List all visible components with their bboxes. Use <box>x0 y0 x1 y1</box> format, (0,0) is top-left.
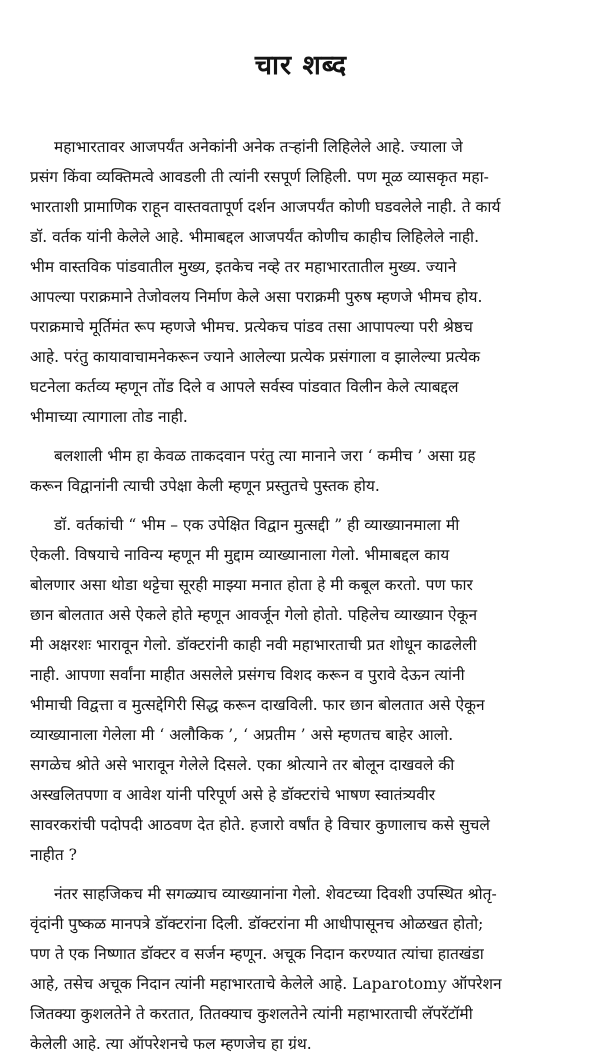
text-line: व्याख्यानाला गेलेला मी ‘ अलौकिक ’, ‘ अप्रतीम ’ असे म्हणतच बाहेर आलो. <box>30 726 454 744</box>
text-line: बोलणार असा थोडा थट्टेचा सूरही माझ्या मनात होता हे मी कबूल करतो. पण फार <box>30 576 473 594</box>
document-body <box>30 132 572 1059</box>
text-line: डॉ. वर्तक यांनी केलेले आहे. भीमाबद्दल आजपर्यंत कोणीच काहीच लिहिलेले नाही. <box>30 228 479 246</box>
text-line: ऐकली. विषयाचे नाविन्य म्हणून मी मुद्दाम व्याख्यानाला गेलो. भीमाबद्दल काय <box>30 546 450 564</box>
text-line: प्रसंग किंवा व्यक्तिमत्वे आवडली ती त्यांनी रसपूर्ण लिहिली. पण मूळ व्यासकृत महा- <box>30 168 489 186</box>
text-line: आपल्या पराक्रमाने तेजोवलय निर्माण केले असा पराक्रमी पुरुष म्हणजे भीमच होय. <box>30 288 483 306</box>
text-line: घटनेला कर्तव्य म्हणून तोंड दिले व आपले सर्वस्व पांडवात विलीन केले त्याबद्दल <box>30 378 459 396</box>
text-line: नाहीत ? <box>30 846 77 864</box>
text-line: अस्खलितपणा व आवेश यांनी परिपूर्ण असे हे डॉक्टरांचे भाषण स्वातंत्र्यवीर <box>30 786 436 804</box>
paragraph <box>30 879 572 1059</box>
text-line: वृंदांनी पुष्कळ मानपत्रे डॉक्टरांना दिली. डॉक्टरांना मी आधीपासूनच ओळखत होतो; <box>30 915 484 933</box>
text-line: केलेली आहे. त्या ऑपरेशनचे फल म्हणजेच हा ग्रंथ. <box>30 1035 312 1053</box>
paragraph <box>30 132 572 432</box>
text-line: करून विद्वानांनी त्याची उपेक्षा केली म्हणून प्रस्तुतचे पुस्तक होय. <box>30 477 380 495</box>
text-line: भीम वास्तविक पांडवातील मुख्य, इतकेच नव्हे तर महाभारतातील मुख्य. ज्याने <box>30 258 457 276</box>
text-line: भीमाची विद्वत्ता व मुत्सद्देगिरी सिद्ध करून दाखविली. फार छान बोलतात असे ऐकून <box>30 696 485 714</box>
text-line: पराक्रमाचे मूर्तिमंत रूप म्हणजे भीमच. प्रत्येकच पांडव तसा आपापल्या परी श्रेष्ठच <box>30 318 473 336</box>
text-line: डॉ. वर्तकांची “ भीम – एक उपेक्षित विद्वान मुत्सद्दी ” ही व्याख्यानमाला मी <box>54 516 460 534</box>
text-line: नंतर साहजिकच मी सगळ्याच व्याख्यानांना गेलो. शेवटच्या दिवशी उपस्थित श्रोतृ- <box>54 885 497 903</box>
text-line: आहे, तसेच अचूक निदान त्यांनी महाभारताचे केलेले आहे. Laparotomy ऑपरेशन <box>30 975 502 993</box>
text-line: सगळेच श्रोते असे भारावून गेलेले दिसले. एका श्रोत्याने तर बोलून दाखवले की <box>30 756 455 774</box>
paragraph <box>30 441 572 501</box>
text-line: भीमाच्या त्यागाला तोड नाही. <box>30 408 188 426</box>
text-line: मी अक्षरशः भारावून गेलो. डॉक्टरांनी काही नवी महाभारताची प्रत शोधून काढलेली <box>30 636 477 654</box>
text-line: सावरकरांची पदोपदी आठवण देत होते. हजारो वर्षांत हे विचार कुणालाच कसे सुचले <box>30 816 490 834</box>
text-line: जितक्या कुशलतेने ते करतात, तितक्याच कुशलतेने त्यांनी महाभारताची लॅपरॅटॉमी <box>30 1005 473 1023</box>
text-line: बलशाली भीम हा केवळ ताकदवान परंतु त्या मानाने जरा ‘ कमीच ’ असा ग्रह <box>54 447 476 465</box>
page-title: चार शब्द <box>254 50 348 81</box>
paragraph <box>30 510 572 870</box>
text-line: नाही. आपणा सर्वांना माहीत असलेले प्रसंगच विशद करून व पुरावे देऊन त्यांनी <box>30 666 465 684</box>
text-line: आहे. परंतु कायावाचामनेकरून ज्याने आलेल्या प्रत्येक प्रसंगाला व झालेल्या प्रत्येक <box>30 348 480 366</box>
text-line: छान बोलतात असे ऐकले होते म्हणून आवर्जून गेलो होतो. पहिलेच व्याख्यान ऐकून <box>30 606 478 624</box>
text-line: भारताशी प्रामाणिक राहून वास्तवतापूर्ण दर्शन आजपर्यंत कोणी घडवलेले नाही. ते कार्य <box>30 198 501 216</box>
text-line: पण ते एक निष्णात डॉक्टर व सर्जन म्हणून. अचूक निदान करण्यात त्यांचा हातखंडा <box>30 945 484 963</box>
text-line: महाभारतावर आजपर्यंत अनेकांनी अनेक तऱ्हांनी लिहिलेले आहे. ज्याला जे <box>54 138 463 156</box>
